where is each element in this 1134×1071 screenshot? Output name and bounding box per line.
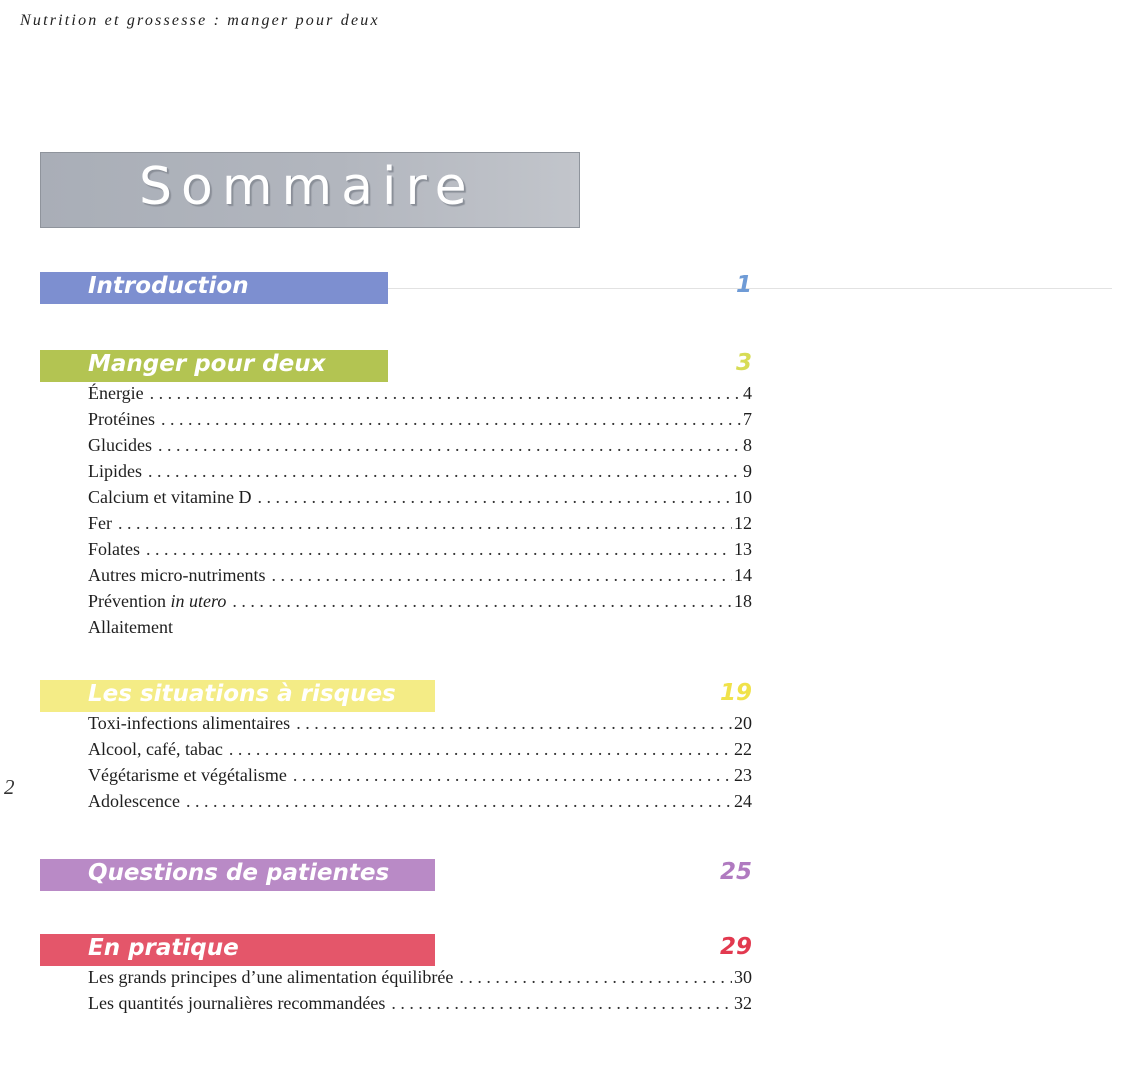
toc-entry[interactable] xyxy=(88,788,752,814)
toc-entry[interactable] xyxy=(88,432,752,458)
toc-entry-label: Adolescence xyxy=(88,791,180,811)
toc-entry-page: 9 xyxy=(743,461,752,481)
toc-entry-page: 20 xyxy=(734,713,752,733)
toc-entry-page: 23 xyxy=(734,765,752,785)
toc-section-manger-pour-deux xyxy=(40,350,752,640)
toc-entry[interactable] xyxy=(88,536,752,562)
toc-entry[interactable] xyxy=(88,484,752,510)
dot-leader xyxy=(146,536,732,562)
toc-entry-page: 32 xyxy=(734,993,752,1013)
toc-entry-page: 10 xyxy=(734,487,752,507)
toc-entry[interactable] xyxy=(88,964,752,990)
toc-entry-page: 18 xyxy=(734,591,752,611)
toc-entry-page: 12 xyxy=(734,513,752,533)
toc-entry-label: Fer xyxy=(88,513,112,533)
dot-leader xyxy=(391,990,732,1016)
toc-section-situations-a-risques xyxy=(40,680,752,820)
dot-leader xyxy=(232,588,732,614)
toc-entry-label: Folates xyxy=(88,539,140,559)
page-number: 2 xyxy=(4,775,15,799)
section-page-number[interactable]: 19 xyxy=(719,680,752,706)
toc-entry-label: Lipides xyxy=(88,461,142,481)
toc-section-en-pratique xyxy=(40,934,752,1034)
toc-entry-label: Allaitement xyxy=(88,617,173,637)
toc-entry-label: Les quantités journalières recommandées xyxy=(88,993,386,1013)
toc-entry[interactable] xyxy=(88,510,752,536)
dot-leader xyxy=(271,562,732,588)
toc-entry-label: Alcool, café, tabac xyxy=(88,739,223,759)
toc-entry[interactable] xyxy=(88,406,752,432)
toc-entry-page: 4 xyxy=(743,383,752,403)
dot-leader xyxy=(459,964,732,990)
toc-entry-label: Calcium et vitamine D xyxy=(88,487,252,507)
toc-entry[interactable] xyxy=(88,614,752,640)
toc-entry[interactable] xyxy=(88,762,752,788)
toc-entry-label: Végétarisme et végétalisme xyxy=(88,765,287,785)
dot-leader xyxy=(148,458,741,484)
section-page-number[interactable]: 25 xyxy=(719,859,752,885)
section-title[interactable]: Les situations à risques xyxy=(88,681,396,707)
dot-leader xyxy=(229,736,732,762)
toc-entry-label: Glucides xyxy=(88,435,152,455)
toc-entry-page: 14 xyxy=(734,565,752,585)
page-title: Sommaire xyxy=(139,157,476,217)
section-page-number[interactable]: 1 xyxy=(735,272,752,298)
toc-entry-label-text: Prévention xyxy=(88,591,171,611)
toc-entry-label-italic: in utero xyxy=(170,591,227,611)
dot-leader xyxy=(158,432,741,458)
dot-leader xyxy=(293,762,732,788)
toc-entry-list xyxy=(88,380,752,640)
toc-entry[interactable] xyxy=(88,458,752,484)
toc-entry-label: Les grands principes d’une alimentation équilibrée xyxy=(88,967,454,987)
toc-entry-label: Protéines xyxy=(88,409,155,429)
toc-entry-page: 24 xyxy=(734,791,752,811)
toc-entry[interactable] xyxy=(88,710,752,736)
running-head: Nutrition et grossesse : manger pour deux xyxy=(20,12,380,29)
toc-entry-page: 7 xyxy=(743,409,752,429)
toc-entry[interactable] xyxy=(88,990,752,1016)
toc-entry-page: 22 xyxy=(734,739,752,759)
toc-entry-page: 13 xyxy=(734,539,752,559)
toc-entry-page: 8 xyxy=(743,435,752,455)
toc-entry-label xyxy=(88,588,232,614)
toc-entry-page: 30 xyxy=(734,967,752,987)
section-page-number[interactable]: 29 xyxy=(719,934,752,960)
toc-entry-list xyxy=(88,710,752,814)
toc-entry-list xyxy=(88,964,752,1016)
section-title[interactable]: Questions de patientes xyxy=(88,860,390,886)
section-title[interactable]: Manger pour deux xyxy=(88,351,326,377)
toc-section-questions-de-patientes xyxy=(40,859,752,899)
dot-leader xyxy=(186,788,732,814)
toc-entry[interactable] xyxy=(88,588,752,614)
dot-leader xyxy=(161,406,741,432)
toc-entry[interactable] xyxy=(88,380,752,406)
toc-entry[interactable] xyxy=(88,736,752,762)
dot-leader xyxy=(296,710,732,736)
section-page-number[interactable]: 3 xyxy=(735,350,752,376)
dot-leader xyxy=(118,510,732,536)
dot-leader xyxy=(257,484,732,510)
title-banner xyxy=(40,152,580,228)
toc-section-introduction xyxy=(40,272,752,312)
toc-entry-label: Autres micro-nutriments xyxy=(88,565,266,585)
toc-entry-label: Toxi-infections alimentaires xyxy=(88,713,291,733)
section-title[interactable]: Introduction xyxy=(88,273,249,299)
toc-entry[interactable] xyxy=(88,562,752,588)
toc-entry-label: Énergie xyxy=(88,383,144,403)
section-title[interactable]: En pratique xyxy=(88,935,239,961)
dot-leader xyxy=(150,380,741,406)
